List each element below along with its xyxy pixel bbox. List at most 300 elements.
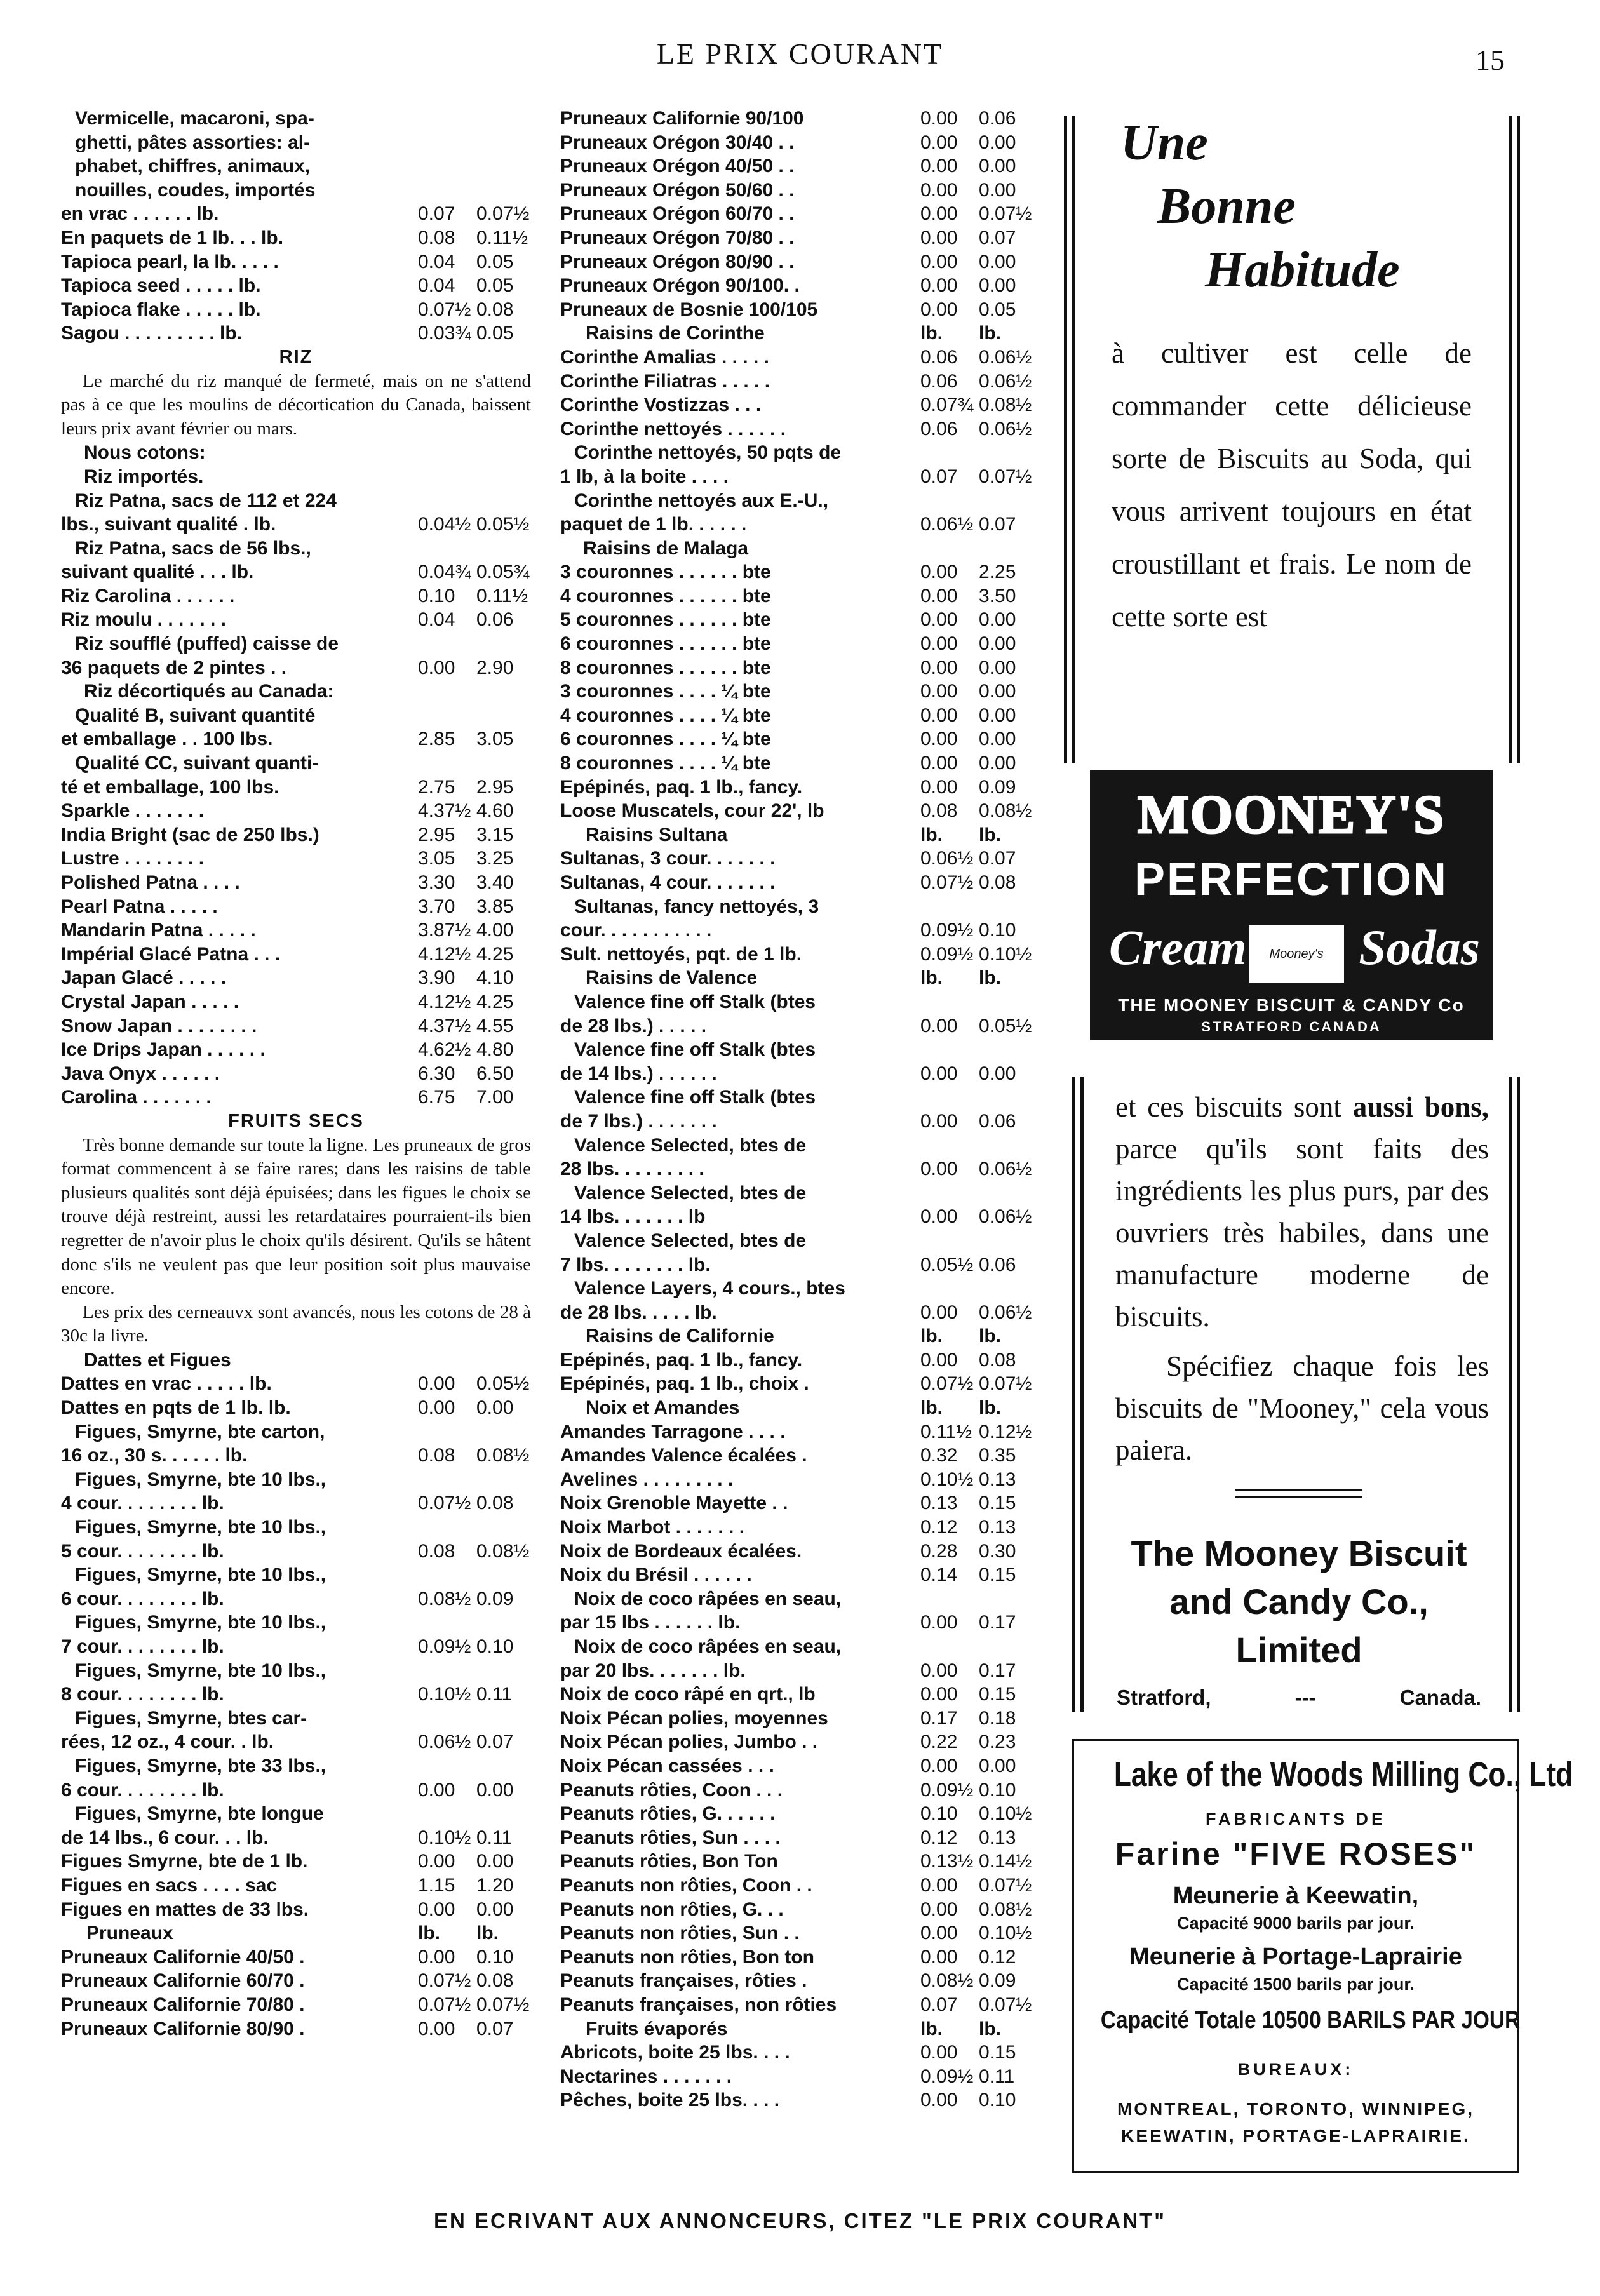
price-row	[560, 1110, 1033, 1134]
item-label: Pruneaux Orégon 90/100. .	[560, 275, 800, 297]
price-max: 0.05¾	[476, 561, 530, 583]
price-max: 0.07	[476, 2018, 514, 2039]
item-label: Pruneaux Californie 80/90 .	[61, 2018, 305, 2039]
price-row	[560, 1563, 1033, 1587]
item-label: 4 cour. . . . . . . . lb.	[61, 1493, 224, 1514]
price-max: 0.15	[979, 1493, 1016, 1514]
item-label: 8 cour. . . . . . . . lb.	[61, 1684, 224, 1705]
company-line-1: The Mooney Biscuit	[1131, 1533, 1467, 1573]
price-max: 0.35	[979, 1445, 1016, 1467]
price-max: 0.09	[476, 1588, 514, 1609]
price-max: 0.05	[476, 323, 514, 344]
price-row	[560, 1826, 1033, 1850]
subsection-heading: Riz décortiqués au Canada:	[84, 681, 334, 702]
price-min: 0.04	[418, 609, 455, 631]
price-max: 0.00	[979, 753, 1016, 774]
ad-border-right-lower-2	[1517, 1077, 1520, 1712]
price-min: 0.04¾	[418, 561, 471, 583]
price-max: 0.13	[979, 1468, 1016, 1490]
item-label: Peanuts rôties, Coon . . .	[560, 1779, 783, 1801]
market-commentary: Très bonne demande sur toute la ligne. Les pruneaux de gros format commencent à se faire rares; dans les raisins de table plusieurs qualités sont déjà épuisées; dans les figues le choix se trouve déjà restreint, aussi les retardataires pourraient-ils bien regretter de n'avoir plus le choix qu'ils désirent. Qu'ils se hâtent donc s'ils ne veulent pas que leur position soit plus mauvaise encore.	[61, 1134, 531, 1299]
price-row	[61, 799, 531, 823]
item-label: Peanuts rôties, G. . . . . .	[560, 1803, 776, 1825]
price-max: 0.10	[979, 2090, 1016, 2111]
item-label: 3 couronnes . . . . ¼ bte	[560, 681, 771, 702]
price-row	[560, 346, 1033, 370]
price-row	[61, 1993, 531, 2017]
ad-border-right-2	[1517, 116, 1520, 763]
price-min: 0.08	[920, 800, 958, 822]
item-label: Avelines . . . . . . . . .	[560, 1468, 734, 1490]
price-row	[560, 560, 1033, 584]
price-min: 0.00	[920, 1206, 958, 1228]
price-max: 0.07½	[979, 1874, 1032, 1896]
ad-divider	[1235, 1489, 1362, 1498]
mooney-ad-top	[1087, 111, 1494, 643]
ad-border-right	[1509, 116, 1512, 763]
price-min: 0.00	[920, 251, 958, 272]
mooney-logo	[1090, 770, 1493, 1040]
price-max: 0.05	[476, 251, 514, 272]
market-commentary: Les prix des cerneauvx sont avancés, nous les cotons de 28 à 30c la livre.	[61, 1301, 531, 1346]
price-min: 0.08½	[920, 1970, 974, 1992]
item-label: Crystal Japan . . . . .	[61, 991, 239, 1012]
price-row	[61, 1730, 531, 1754]
price-max: 0.07½	[476, 1994, 530, 2015]
item-label: Japan Glacé . . . . .	[61, 967, 227, 989]
mooney-ad-bottom	[1105, 1086, 1493, 1710]
price-column-middle	[560, 107, 1033, 2112]
price-row	[61, 727, 531, 751]
price-row	[560, 465, 1033, 489]
item-label: En paquets de 1 lb. . . lb.	[61, 227, 284, 248]
item-label: Abricots, boite 25 lbs. . . .	[560, 2042, 790, 2064]
price-min: 6.75	[418, 1087, 455, 1108]
lw-capacity-keewatin: Capacité 9000 barils par jour.	[1177, 1914, 1415, 1933]
lw-title: Lake of the Woods Milling Co., Ltd	[1113, 1756, 1573, 1794]
item-label: Impérial Glacé Patna . . .	[61, 943, 281, 965]
price-min: 0.00	[920, 2042, 958, 2064]
price-row	[560, 1014, 1033, 1038]
price-min: 0.00	[920, 1158, 958, 1180]
item-label: Snow Japan . . . . . . . .	[61, 1015, 257, 1037]
item-label: té et emballage, 100 lbs.	[61, 776, 279, 798]
price-max: 0.10	[979, 1779, 1016, 1801]
price-row	[560, 1730, 1033, 1754]
item-label: Pruneaux Orégon 60/70 . .	[560, 203, 795, 225]
item-label: rées, 12 oz., 4 cour. . lb.	[61, 1731, 274, 1753]
price-max: 2.25	[979, 561, 1016, 583]
price-min: 0.00	[920, 1301, 958, 1323]
price-min: 0.00	[920, 1349, 958, 1371]
price-min: 0.00	[920, 728, 958, 750]
item-label-line: Valence Layers, 4 cours., btes	[574, 1278, 845, 1299]
price-max: 0.10	[979, 920, 1016, 941]
price-min: 0.10	[920, 1803, 958, 1825]
price-row	[560, 775, 1033, 800]
page-number: 15	[1476, 44, 1505, 76]
price-row	[560, 584, 1033, 608]
price-row	[61, 1038, 531, 1062]
item-label-line: Riz Patna, sacs de 56 lbs.,	[75, 537, 311, 559]
price-max: 0.06½	[979, 1301, 1032, 1323]
price-row	[61, 321, 531, 346]
price-min: 0.06½	[920, 514, 974, 535]
sodas-text: Sodas	[1359, 920, 1480, 975]
item-label-line: Figues, Smyrne, bte 10 lbs.,	[75, 1660, 326, 1681]
price-row	[560, 751, 1033, 775]
price-max: 4.25	[476, 943, 514, 965]
price-min: 4.37½	[418, 1015, 471, 1037]
price-min: 0.06½	[920, 848, 974, 869]
price-min: 3.70	[418, 896, 455, 917]
price-row	[560, 226, 1033, 250]
ad-text-bold: aussi	[1352, 1091, 1413, 1123]
price-row	[61, 1826, 531, 1850]
location-separator: ---	[1294, 1686, 1316, 1709]
item-label: par 15 lbs . . . . . . lb.	[560, 1612, 741, 1634]
item-label: Figues Smyrne, bte de 1 lb.	[61, 1851, 308, 1872]
price-min: 0.09½	[920, 920, 974, 941]
subsection-heading: Raisins de Malaga	[583, 537, 749, 559]
item-label: 14 lbs. . . . . . . lb	[560, 1206, 706, 1228]
price-row	[560, 871, 1033, 895]
item-label: Amandes Valence écalées .	[560, 1445, 807, 1467]
price-row	[61, 1945, 531, 1970]
price-max: 0.17	[979, 1660, 1016, 1681]
price-row	[61, 1014, 531, 1038]
item-label: Pruneaux Orégon 50/60 . .	[560, 179, 795, 201]
price-row	[560, 1945, 1033, 1970]
section-heading: RIZ	[279, 346, 313, 367]
price-max: 0.08½	[979, 394, 1032, 416]
subsection-heading: Riz importés.	[84, 466, 204, 487]
price-max: 0.00	[979, 251, 1016, 272]
price-max: 0.11	[476, 1827, 513, 1848]
price-max: 0.07	[476, 1731, 514, 1753]
item-label: Pruneaux de Bosnie 100/105	[560, 299, 818, 320]
price-max: 0.10½	[979, 1923, 1032, 1944]
price-min: 0.00	[418, 1779, 455, 1801]
item-label-line: Vermicelle, macaroni, spa-	[75, 108, 314, 129]
price-row	[560, 1205, 1033, 1229]
price-row	[61, 298, 531, 322]
price-row	[560, 847, 1033, 871]
price-min: 0.00	[920, 704, 958, 726]
price-max: 0.00	[476, 1851, 514, 1872]
price-max: 0.08½	[476, 1445, 530, 1467]
ad-text-quality	[1105, 1086, 1493, 1338]
price-min: 0.00	[920, 1874, 958, 1896]
price-row	[560, 1850, 1033, 1874]
item-label: Pruneaux Orégon 40/50 . .	[560, 156, 795, 177]
price-min: 0.07	[418, 203, 455, 225]
item-label: Pruneaux	[86, 1923, 173, 1944]
price-row	[560, 1707, 1033, 1731]
price-row	[560, 1778, 1033, 1803]
price-row	[560, 107, 1033, 131]
item-label-line: Figues, Smyrne, bte 33 lbs.,	[75, 1755, 326, 1776]
item-label: Noix de Bordeaux écalées.	[560, 1540, 802, 1562]
item-label: Noix Pécan polies, moyennes	[560, 1707, 828, 1729]
price-min: 0.07	[920, 466, 958, 487]
item-label: de 14 lbs.) . . . . . .	[560, 1063, 717, 1084]
price-max: 0.08½	[979, 800, 1032, 822]
price-max: lb.	[979, 2018, 1001, 2039]
price-max: 0.07	[979, 514, 1016, 535]
price-min: 0.00	[920, 1063, 958, 1084]
price-max: 0.05½	[979, 1015, 1032, 1037]
price-min: 0.04	[418, 275, 455, 297]
price-min: 3.30	[418, 872, 455, 893]
item-label: Sparkle . . . . . . .	[61, 800, 205, 822]
biscuit-box-icon: Mooney's	[1249, 925, 1344, 983]
item-label: Tapioca seed . . . . . lb.	[61, 275, 261, 297]
item-label: Peanuts françaises, non rôties	[560, 1994, 837, 2015]
price-max: 0.13	[979, 1827, 1016, 1848]
price-min: lb.	[920, 967, 943, 989]
item-label: et emballage . . 100 lbs.	[61, 728, 273, 750]
ad-text-part: parce qu'ils sont faits des ingrédients les plus purs, par des ouvriers très habiles, dans une manufacture moderne de biscuits.	[1115, 1133, 1489, 1333]
price-min: 0.00	[920, 561, 958, 583]
price-min: 4.62½	[418, 1039, 471, 1061]
item-label-line: Riz soufflé (puffed) caisse de	[75, 633, 339, 655]
price-max: 0.06	[476, 609, 514, 631]
item-label: Carolina . . . . . . .	[61, 1087, 212, 1108]
subsection-heading: Nous cotons:	[84, 442, 206, 464]
item-label: Corinthe Vostizzas . . .	[560, 394, 762, 416]
item-label-line: Qualité B, suivant quantité	[75, 704, 316, 726]
cream-text: Cream	[1109, 920, 1247, 975]
price-min: 0.00	[920, 609, 958, 631]
item-label: en vrac . . . . . . lb.	[61, 203, 219, 225]
price-row	[61, 202, 531, 226]
item-label: Dattes en pqts de 1 lb. lb.	[61, 1397, 291, 1419]
item-label-line: Corinthe nettoyés aux E.-U.,	[574, 490, 829, 511]
item-label-line: Noix de coco râpées en seau,	[574, 1636, 842, 1657]
item-label: de 28 lbs.) . . . . .	[560, 1015, 707, 1037]
price-min: 0.00	[418, 1373, 455, 1395]
price-row	[560, 154, 1033, 178]
price-min: 0.09½	[920, 943, 974, 965]
item-label: 5 cour. . . . . . . . lb.	[61, 1540, 224, 1562]
price-row	[560, 1921, 1033, 1945]
item-label: Nectarines . . . . . . .	[560, 2065, 732, 2087]
lw-office-cities	[1074, 2096, 1517, 2149]
item-label: 28 lbs. . . . . . . . .	[560, 1158, 704, 1180]
item-label-line: Figues, Smyrne, bte longue	[75, 1803, 324, 1825]
price-min: 0.00	[920, 776, 958, 798]
price-min: 0.03¾	[418, 323, 471, 344]
section-header-row	[560, 1324, 1033, 1348]
ad-border-left-2	[1072, 116, 1075, 763]
price-row	[560, 1659, 1033, 1683]
price-max: 0.08½	[979, 1898, 1032, 1920]
item-label-line: Valence fine off Stalk (btes	[574, 1087, 816, 1108]
price-min: 0.04	[418, 251, 455, 272]
price-max: 0.10	[476, 1946, 514, 1968]
item-label: paquet de 1 lb. . . . . .	[560, 514, 747, 535]
price-row	[560, 918, 1033, 943]
price-max: 0.11½	[476, 227, 528, 248]
price-row	[560, 1301, 1033, 1325]
price-row	[61, 1372, 531, 1396]
item-label: 6 couronnes . . . . ¼ bte	[560, 728, 771, 750]
price-row	[560, 1372, 1033, 1396]
price-min: 0.22	[920, 1731, 958, 1753]
price-min: 0.06	[920, 346, 958, 368]
location-country: Canada.	[1399, 1686, 1481, 1709]
item-label: Noix Grenoble Mayette . .	[560, 1493, 788, 1514]
price-min: 0.00	[920, 1755, 958, 1776]
item-label: Pruneaux Californie 60/70 .	[61, 1970, 305, 1992]
item-label: India Bright (sac de 250 lbs.)	[61, 824, 319, 845]
item-label: 4 couronnes . . . . . . bte	[560, 585, 771, 607]
lw-capacity-portage: Capacité 1500 barils par jour.	[1177, 1975, 1415, 1994]
lw-flour-brand: Farine "FIVE ROSES"	[1115, 1836, 1477, 1872]
price-row	[560, 1515, 1033, 1540]
company-line-2: and Candy Co., Limited	[1169, 1581, 1429, 1670]
price-min: 0.08	[418, 1540, 455, 1562]
item-label: lbs., suivant qualité . lb.	[61, 514, 276, 535]
price-max: 0.07½	[979, 1373, 1032, 1395]
item-label-line: Sultanas, fancy nettoyés, 3	[574, 896, 819, 917]
price-row	[560, 656, 1033, 680]
price-max: 4.55	[476, 1015, 514, 1037]
item-label: Sagou . . . . . . . . . lb.	[61, 323, 243, 344]
price-row	[61, 1085, 531, 1110]
price-row	[560, 1969, 1033, 1993]
price-row	[61, 775, 531, 800]
item-label-line: Figues, Smyrne, bte 10 lbs.,	[75, 1612, 326, 1634]
item-label: Peanuts rôties, Bon Ton	[560, 1851, 778, 1872]
price-row	[61, 656, 531, 680]
price-row	[61, 608, 531, 632]
price-min: 0.09½	[920, 2065, 974, 2087]
price-max: 0.00	[979, 728, 1016, 750]
lw-cities-line-1: MONTREAL, TORONTO, WINNIPEG,	[1117, 2099, 1475, 2119]
price-row	[560, 274, 1033, 298]
item-label: Noix Marbot . . . . . . .	[560, 1517, 745, 1538]
price-max: 0.10½	[979, 1803, 1032, 1825]
location-city: Stratford,	[1117, 1686, 1211, 1709]
price-row	[61, 1850, 531, 1874]
price-row	[61, 1062, 531, 1086]
price-max: 0.00	[476, 1898, 514, 1920]
price-row	[61, 1969, 531, 1993]
price-row	[61, 871, 531, 895]
price-min: 0.05½	[920, 1254, 974, 1275]
item-label: 8 couronnes . . . . . . bte	[560, 657, 771, 678]
price-row	[560, 727, 1033, 751]
price-max: 4.25	[476, 991, 514, 1012]
item-label: Pruneaux Orégon 30/40 . .	[560, 131, 795, 153]
item-label: Raisins de Californie	[586, 1326, 774, 1347]
item-label: Raisins Sultana	[586, 824, 728, 845]
price-max: 3.40	[476, 872, 514, 893]
price-min: 0.07½	[418, 299, 471, 320]
item-label-line: Valence Selected, btes de	[574, 1182, 807, 1204]
ad-text-bold: bons,	[1424, 1091, 1489, 1123]
price-min: 0.06½	[418, 1731, 471, 1753]
price-min: 0.17	[920, 1707, 958, 1729]
price-max: 0.07½	[979, 466, 1032, 487]
price-min: 0.12	[920, 1827, 958, 1848]
price-min: 0.09½	[418, 1636, 471, 1657]
price-min: 3.90	[418, 967, 455, 989]
item-label: Corinthe Amalias . . . . .	[560, 346, 769, 368]
item-label: Ice Drips Japan . . . . . .	[61, 1039, 266, 1061]
price-max: 0.00	[979, 1063, 1016, 1084]
item-label: 7 lbs. . . . . . . . lb.	[560, 1254, 711, 1275]
item-label: Riz Carolina . . . . . .	[61, 585, 235, 607]
price-max: 4.00	[476, 920, 514, 941]
price-max: 0.12	[979, 1946, 1016, 1968]
item-label: Epépinés, paq. 1 lb., fancy.	[560, 776, 803, 798]
item-label: 36 paquets de 2 pintes . .	[61, 657, 287, 678]
price-min: lb.	[920, 824, 943, 845]
price-min: 0.00	[418, 1851, 455, 1872]
price-max: 4.60	[476, 800, 514, 822]
market-commentary: Le marché du riz manqué de fermeté, mais on ne s'attend pas à ce que les moulins de décortication du Canada, baissent leurs prix avant février ou mars.	[61, 370, 531, 439]
price-row	[560, 704, 1033, 728]
item-label: 16 oz., 30 s. . . . . . lb.	[61, 1445, 248, 1467]
price-max: 0.14½	[979, 1851, 1032, 1872]
section-heading: FRUITS SECS	[228, 1110, 364, 1131]
item-label-line: Figues, Smyrne, bte 10 lbs.,	[75, 1468, 326, 1490]
lw-offices-heading: BUREAUX:	[1237, 2060, 1354, 2079]
item-label-line: Valence Selected, btes de	[574, 1230, 807, 1251]
price-min: 0.13	[920, 1493, 958, 1514]
price-min: 0.00	[920, 1923, 958, 1944]
price-min: 0.12	[920, 1517, 958, 1538]
price-min: 0.07½	[920, 1373, 974, 1395]
price-row	[61, 250, 531, 274]
price-min: 0.00	[920, 1015, 958, 1037]
price-min: 0.00	[920, 227, 958, 248]
price-max: 0.23	[979, 1731, 1016, 1753]
price-min: 0.00	[920, 1612, 958, 1634]
price-column-left	[61, 107, 531, 2041]
price-max: lb.	[979, 967, 1001, 989]
price-max: lb.	[979, 1326, 1001, 1347]
price-min: 0.00	[920, 1946, 958, 1968]
price-max: 0.00	[979, 275, 1016, 297]
price-max: 0.00	[979, 681, 1016, 702]
price-max: 0.15	[979, 1684, 1016, 1705]
price-min: 0.00	[920, 203, 958, 225]
price-row	[560, 1874, 1033, 1898]
price-max: 0.10½	[979, 943, 1032, 965]
item-label: 8 couronnes . . . . ¼ bte	[560, 753, 771, 774]
price-max: 0.00	[979, 179, 1016, 201]
item-label: Amandes Tarragone . . . .	[560, 1421, 786, 1442]
price-min: 0.07½	[418, 1493, 471, 1514]
price-min: 0.10	[418, 585, 455, 607]
price-row	[61, 823, 531, 847]
price-max: 0.06½	[979, 370, 1032, 392]
lw-cities-line-2: KEEWATIN, PORTAGE-LAPRAIRIE.	[1121, 2126, 1470, 2145]
ad-text-part	[1413, 1091, 1425, 1123]
ad-heading-bonne: Bonne	[1157, 178, 1296, 234]
item-label: Lustre . . . . . . . .	[61, 848, 205, 869]
price-row	[61, 1635, 531, 1659]
mooney-location	[1105, 1674, 1493, 1710]
ad-text-part: et ces biscuits sont	[1115, 1091, 1353, 1123]
price-max: 3.25	[476, 848, 514, 869]
item-label: Sult. nettoyés, pqt. de 1 lb.	[560, 943, 802, 965]
price-min: 0.00	[920, 1110, 958, 1132]
